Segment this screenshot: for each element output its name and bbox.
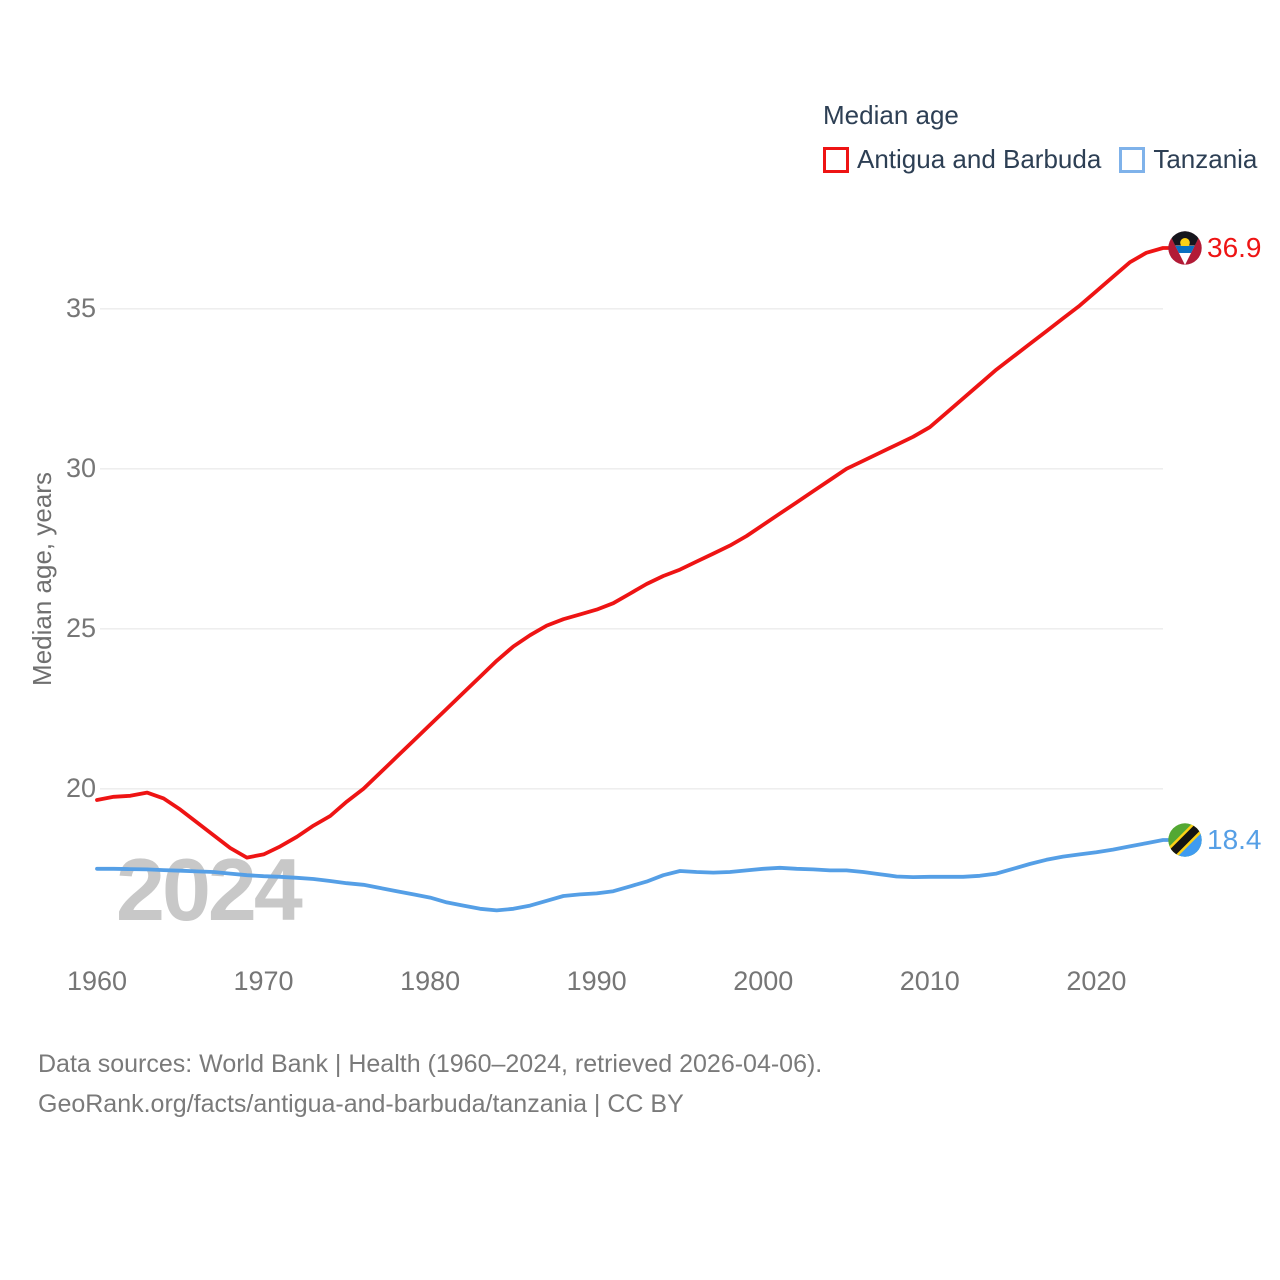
footer (38, 1044, 822, 1124)
x-tick-label: 1980 (400, 966, 461, 996)
legend (823, 100, 1275, 175)
x-tick-label: 2000 (733, 966, 794, 996)
footer-data-sources: Data sources: World Bank | Health (1960–2024, retrieved 2026-04-06). (38, 1050, 823, 1078)
tanzania-flag-icon (1168, 823, 1202, 857)
legend-swatch-antigua-and-barbuda[interactable] (823, 147, 849, 173)
watermark-year: 2024 (116, 840, 300, 939)
y-tick-label: 35 (65, 292, 96, 323)
legend-items (823, 144, 1275, 175)
legend-title: Median age (823, 100, 959, 130)
x-tick-label: 1990 (566, 966, 627, 996)
legend-swatch-tanzania[interactable] (1119, 147, 1145, 173)
y-tick-label: 30 (65, 452, 96, 483)
y-axis-title: Median age, years (27, 472, 57, 686)
series-line-tanzania (97, 840, 1170, 910)
x-tick-label: 2010 (899, 966, 960, 996)
legend-label-antigua-and-barbuda[interactable]: Antigua and Barbuda (857, 144, 1102, 174)
y-tick-label: 25 (65, 612, 96, 643)
x-tick-label: 2020 (1066, 966, 1127, 996)
x-tick-label: 1970 (233, 966, 294, 996)
antigua-and-barbuda-flag-icon (1168, 231, 1202, 265)
x-tick-label: 1960 (66, 966, 128, 996)
footer-attribution: GeoRank.org/facts/antigua-and-barbuda/tanzania | CC BY (38, 1090, 684, 1118)
y-tick-label: 20 (65, 772, 96, 803)
end-value-tanzania: 18.4 (1207, 824, 1262, 855)
end-value-antigua-and-barbuda: 36.9 (1207, 232, 1262, 263)
legend-label-tanzania[interactable]: Tanzania (1153, 144, 1258, 174)
series-line-antigua-and-barbuda (97, 248, 1170, 858)
